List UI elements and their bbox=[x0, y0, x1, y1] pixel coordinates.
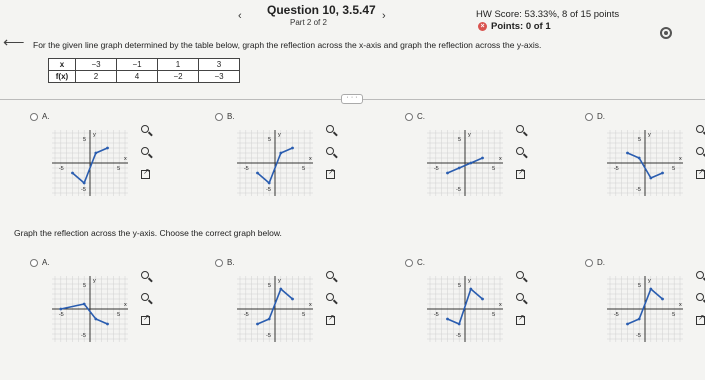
table-cell: −3 bbox=[76, 59, 117, 71]
zoom-in-icon[interactable] bbox=[695, 124, 705, 137]
option-label: D. bbox=[597, 258, 605, 267]
question-header bbox=[0, 0, 705, 36]
graph-point bbox=[458, 323, 461, 326]
tick-label: -5 bbox=[81, 187, 86, 193]
graph-point bbox=[279, 288, 282, 291]
zoom-out-icon[interactable] bbox=[515, 146, 528, 159]
graph-point bbox=[469, 288, 472, 291]
icon-glyph bbox=[141, 125, 149, 133]
graph-tools bbox=[695, 124, 705, 181]
tick-label: -5 bbox=[613, 312, 619, 318]
zoom-in-icon[interactable] bbox=[140, 124, 153, 137]
y-axis-label: y bbox=[468, 132, 471, 138]
x-axis-label: x bbox=[679, 156, 682, 162]
zoom-in-icon[interactable] bbox=[140, 270, 153, 283]
points-label: Points: 0 of 1 bbox=[491, 21, 551, 32]
icon-glyph bbox=[696, 147, 704, 155]
y-axis-label: y bbox=[278, 132, 281, 138]
icon-glyph bbox=[696, 316, 705, 325]
icon-glyph bbox=[696, 293, 704, 301]
x-axis-label: x bbox=[124, 302, 127, 308]
zoom-out-icon[interactable] bbox=[140, 292, 153, 305]
tick-label: 5 bbox=[672, 312, 676, 318]
option-b[interactable] bbox=[215, 112, 235, 121]
question-part: Part 2 of 2 bbox=[290, 18, 327, 27]
table-cell: −2 bbox=[158, 71, 199, 83]
x-axis-label: x bbox=[309, 156, 312, 162]
graph-point bbox=[268, 182, 271, 185]
tick-label: 5 bbox=[83, 283, 87, 289]
tick-label: 5 bbox=[117, 312, 121, 318]
function-table bbox=[48, 58, 240, 83]
graph-point bbox=[94, 152, 97, 155]
graph-point bbox=[268, 318, 271, 321]
reflection-graph bbox=[235, 128, 315, 198]
part2-instruction: Graph the reflection across the y-axis. Choose the correct graph below. bbox=[14, 228, 282, 238]
radio-button[interactable] bbox=[30, 113, 38, 121]
graph-point bbox=[71, 172, 74, 175]
tick-label: 5 bbox=[83, 137, 87, 143]
graph-tools bbox=[515, 124, 529, 181]
reflection-graph bbox=[605, 128, 685, 198]
graph-point bbox=[649, 288, 652, 291]
expand-icon[interactable] bbox=[140, 314, 153, 327]
tick-label: 5 bbox=[492, 166, 496, 172]
expand-icon[interactable] bbox=[515, 168, 528, 181]
zoom-out-icon[interactable] bbox=[325, 292, 338, 305]
zoom-in-icon[interactable] bbox=[695, 270, 705, 283]
back-arrow-icon[interactable]: ⟵ bbox=[3, 34, 25, 51]
graph-point bbox=[83, 182, 86, 185]
graph-point bbox=[83, 303, 86, 306]
tick-label: -5 bbox=[433, 312, 439, 318]
zoom-out-icon[interactable] bbox=[140, 146, 153, 159]
option-label: B. bbox=[227, 112, 235, 121]
graph-tools bbox=[140, 270, 154, 327]
graph-point bbox=[638, 318, 641, 321]
tick-label: 5 bbox=[672, 166, 676, 172]
tick-label: 5 bbox=[268, 137, 272, 143]
expand-icon[interactable] bbox=[515, 314, 528, 327]
table-header-x: x bbox=[49, 59, 76, 71]
table-cell: 4 bbox=[117, 71, 158, 83]
option-d[interactable] bbox=[585, 112, 605, 121]
icon-glyph bbox=[141, 271, 149, 279]
radio-button[interactable] bbox=[405, 113, 413, 121]
graph-point bbox=[94, 318, 97, 321]
tick-label: -5 bbox=[266, 187, 271, 193]
y-axis-label: y bbox=[93, 132, 96, 138]
reflection-graph bbox=[50, 128, 130, 198]
option-c[interactable] bbox=[405, 258, 425, 267]
icon-glyph bbox=[696, 271, 704, 279]
graph-point bbox=[291, 147, 294, 150]
reflection-graph bbox=[425, 128, 505, 198]
radio-button[interactable] bbox=[30, 259, 38, 267]
graph-tools bbox=[325, 270, 339, 327]
tick-label: -5 bbox=[433, 166, 439, 172]
zoom-out-icon[interactable] bbox=[325, 146, 338, 159]
graph-point bbox=[59, 308, 62, 311]
hw-score: HW Score: 53.33%, 8 of 15 points bbox=[476, 9, 620, 20]
graph-point bbox=[256, 172, 259, 175]
icon-glyph bbox=[326, 293, 334, 301]
tick-label: 5 bbox=[638, 137, 642, 143]
option-label: D. bbox=[597, 112, 605, 121]
y-axis-label: y bbox=[93, 278, 96, 284]
option-label: C. bbox=[417, 112, 425, 121]
radio-button[interactable] bbox=[215, 113, 223, 121]
zoom-in-icon[interactable] bbox=[515, 124, 528, 137]
icon-glyph bbox=[516, 170, 525, 179]
zoom-in-icon[interactable] bbox=[515, 270, 528, 283]
problem-instruction: For the given line graph determined by the table below, graph the reflection across the x-axis and graph the reflection across the y-axis. bbox=[33, 40, 542, 50]
graph-point bbox=[626, 152, 629, 155]
icon-glyph bbox=[141, 170, 150, 179]
zoom-out-icon[interactable] bbox=[695, 292, 705, 305]
graph-tools bbox=[325, 124, 339, 181]
graph-point bbox=[638, 157, 641, 160]
graph-tools bbox=[515, 270, 529, 327]
radio-button[interactable] bbox=[585, 113, 593, 121]
graph-point bbox=[106, 323, 109, 326]
graph-point bbox=[279, 152, 282, 155]
reflection-graph bbox=[235, 274, 315, 344]
y-axis-label: y bbox=[648, 132, 651, 138]
table-cell: 1 bbox=[158, 59, 199, 71]
tick-label: -5 bbox=[243, 166, 249, 172]
icon-glyph bbox=[516, 316, 525, 325]
zoom-in-icon[interactable] bbox=[325, 124, 338, 137]
x-axis-label: x bbox=[124, 156, 127, 162]
tick-label: -5 bbox=[58, 312, 64, 318]
icon-glyph bbox=[141, 316, 150, 325]
reflection-graph bbox=[50, 274, 130, 344]
tick-label: -5 bbox=[456, 187, 461, 193]
option-c[interactable] bbox=[405, 112, 425, 121]
tick-label: -5 bbox=[636, 333, 641, 339]
graph-point bbox=[661, 172, 664, 175]
graph-point bbox=[481, 157, 484, 160]
option-label: A. bbox=[42, 112, 50, 121]
icon-glyph bbox=[696, 125, 704, 133]
icon-glyph bbox=[141, 147, 149, 155]
radio-button[interactable] bbox=[215, 259, 223, 267]
previous-question-button[interactable]: ‹ bbox=[238, 10, 242, 22]
points-status bbox=[478, 21, 551, 32]
graph-point bbox=[446, 172, 449, 175]
option-b[interactable] bbox=[215, 258, 235, 267]
icon-glyph bbox=[326, 271, 334, 279]
radio-button[interactable] bbox=[405, 259, 413, 267]
reflection-graph bbox=[425, 274, 505, 344]
graph-tools bbox=[140, 124, 154, 181]
x-circle-icon: × bbox=[478, 22, 487, 31]
graph-point bbox=[458, 167, 461, 170]
zoom-in-icon[interactable] bbox=[325, 270, 338, 283]
tick-label: 5 bbox=[302, 312, 306, 318]
icon-glyph bbox=[141, 293, 149, 301]
option-label: A. bbox=[42, 258, 50, 267]
y-axis-label: y bbox=[648, 278, 651, 284]
expand-icon[interactable] bbox=[325, 314, 338, 327]
tick-label: -5 bbox=[636, 187, 641, 193]
graph-point bbox=[291, 298, 294, 301]
icon-glyph bbox=[516, 271, 524, 279]
tick-label: -5 bbox=[58, 166, 64, 172]
graph-point bbox=[649, 177, 652, 180]
graph-point bbox=[256, 323, 259, 326]
y-axis-label: y bbox=[278, 278, 281, 284]
tick-label: 5 bbox=[458, 283, 462, 289]
graph-point bbox=[106, 147, 109, 150]
icon-glyph bbox=[516, 147, 524, 155]
tick-label: -5 bbox=[266, 333, 271, 339]
tick-label: 5 bbox=[117, 166, 121, 172]
icon-glyph bbox=[516, 293, 524, 301]
icon-glyph bbox=[516, 125, 524, 133]
tick-label: 5 bbox=[268, 283, 272, 289]
tick-label: -5 bbox=[243, 312, 249, 318]
icon-glyph bbox=[326, 125, 334, 133]
graph-point bbox=[446, 318, 449, 321]
table-cell: 3 bbox=[199, 59, 240, 71]
graph-tools bbox=[695, 270, 705, 327]
tick-label: 5 bbox=[302, 166, 306, 172]
expand-more-button[interactable]: · · · bbox=[341, 94, 363, 104]
zoom-out-icon[interactable] bbox=[695, 146, 705, 159]
next-question-button[interactable]: › bbox=[382, 10, 386, 22]
zoom-out-icon[interactable] bbox=[515, 292, 528, 305]
expand-icon[interactable] bbox=[695, 314, 705, 327]
x-axis-label: x bbox=[309, 302, 312, 308]
icon-glyph bbox=[696, 170, 705, 179]
icon-glyph bbox=[326, 170, 335, 179]
graph-point bbox=[661, 298, 664, 301]
graph-point bbox=[481, 298, 484, 301]
question-title: Question 10, 3.5.47 bbox=[267, 3, 376, 17]
graph-point bbox=[626, 323, 629, 326]
table-cell: −1 bbox=[117, 59, 158, 71]
expand-icon[interactable] bbox=[140, 168, 153, 181]
tick-label: -5 bbox=[81, 333, 86, 339]
icon-glyph bbox=[326, 147, 334, 155]
option-label: C. bbox=[417, 258, 425, 267]
x-axis-label: x bbox=[499, 156, 502, 162]
reflection-graph bbox=[605, 274, 685, 344]
option-a[interactable] bbox=[30, 112, 50, 121]
radio-button[interactable] bbox=[585, 259, 593, 267]
tick-label: -5 bbox=[613, 166, 619, 172]
icon-glyph bbox=[326, 316, 335, 325]
table-header-fx: f(x) bbox=[49, 71, 76, 83]
option-a[interactable] bbox=[30, 258, 50, 267]
gear-icon[interactable] bbox=[660, 27, 672, 39]
tick-label: 5 bbox=[458, 137, 462, 143]
expand-icon[interactable] bbox=[325, 168, 338, 181]
tick-label: 5 bbox=[638, 283, 642, 289]
y-axis-label: y bbox=[468, 278, 471, 284]
x-axis-label: x bbox=[679, 302, 682, 308]
expand-icon[interactable] bbox=[695, 168, 705, 181]
tick-label: -5 bbox=[456, 333, 461, 339]
tick-label: 5 bbox=[492, 312, 496, 318]
graph-point bbox=[469, 162, 472, 165]
table-cell: 2 bbox=[76, 71, 117, 83]
table-cell: −3 bbox=[199, 71, 240, 83]
option-d[interactable] bbox=[585, 258, 605, 267]
option-label: B. bbox=[227, 258, 235, 267]
x-axis-label: x bbox=[499, 302, 502, 308]
